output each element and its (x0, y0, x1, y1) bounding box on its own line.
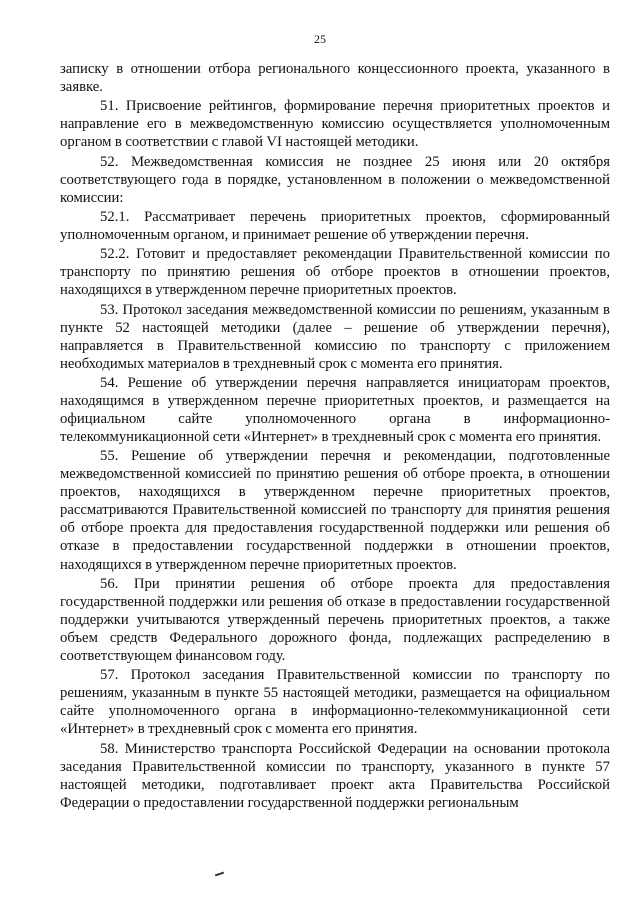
paragraph-54: 54. Решение об утверждении перечня направляется инициаторам проектов, находящимся в утвержденном перечне приоритетных проектов, и размещается на официальном сайте уполномоченного органа в информационно-телекоммуникационной сети «Интернет» в трехдневный срок с момента его принятия. (60, 375, 610, 446)
scan-artifact-mark (215, 872, 224, 877)
paragraph-51: 51. Присвоение рейтингов, формирование перечня приоритетных проектов и направление его в межведомственную комиссию осуществляется уполномоченным органом в соответствии с главой VI настоящей методики. (60, 98, 610, 151)
document-body (60, 60, 610, 813)
paragraph-53: 53. Протокол заседания межведомственной комиссии по решениям, указанным в пункте 52 настоящей методики (далее – решение об утверждении перечня), направляется в Правительственной комиссию по транспорту с приложением необходимых материалов в трехдневный срок с момента его принятия. (60, 301, 610, 372)
paragraph-55: 55. Решение об утверждении перечня и рекомендации, подготовленные межведомственной комиссией по принятию решения об отборе проекта, в отношении проектов, находящихся в утвержденном перечне приоритетных проектов, рассматриваются Правительственной комиссией по транспорту для принятия решения об отборе проекта для предоставления государственной поддержки или решения об отказе в предоставлении государственной поддержки в отношении проектов, находящихся в утвержденном перечне приоритетных проектов. (60, 448, 610, 573)
paragraph-57: 57. Протокол заседания Правительственной комиссии по транспорту по решениям, указанным в пункте 55 настоящей методики, размещается на официальном сайте уполномоченного органа в информационно-телекоммуникационной сети «Интернет» в трехдневный срок с момента его принятия. (60, 667, 610, 738)
paragraph-58: 58. Министерство транспорта Российской Федерации на основании протокола заседания Правительственной комиссии по транспорту, указанного в пункте 57 настоящей методики, подготавливает проект акта Правительства Российской Федерации о предоставлении государственной поддержки региональным (60, 740, 610, 811)
paragraph-52: 52. Межведомственная комиссия не позднее 25 июня или 20 октября соответствующего года в порядке, установленном в положении о межведомственной комиссии: (60, 153, 610, 206)
paragraph-continuation: записку в отношении отбора регионального концессионного проекта, указанного в заявке. (60, 61, 610, 96)
paragraph-52-2: 52.2. Готовит и предоставляет рекомендации Правительственной комиссии по транспорту по принятию решения об отборе проектов в отношении проектов, находящихся в утвержденном перечне приоритетных проектов. (60, 246, 610, 299)
paragraph-52-1: 52.1. Рассматривает перечень приоритетных проектов, сформированный уполномоченным органом, и принимает решение об утверждении перечня. (60, 209, 610, 244)
page-number: 25 (314, 32, 326, 46)
paragraph-56: 56. При принятии решения об отборе проекта для предоставления государственной поддержки или решения об отказе в предоставлении государственной поддержки учитываются утвержденный перечень приоритетных проектов, а также объем средств Федерального дорожного фонда, подлежащих распределению в соответствующем финансовом году. (60, 575, 610, 664)
